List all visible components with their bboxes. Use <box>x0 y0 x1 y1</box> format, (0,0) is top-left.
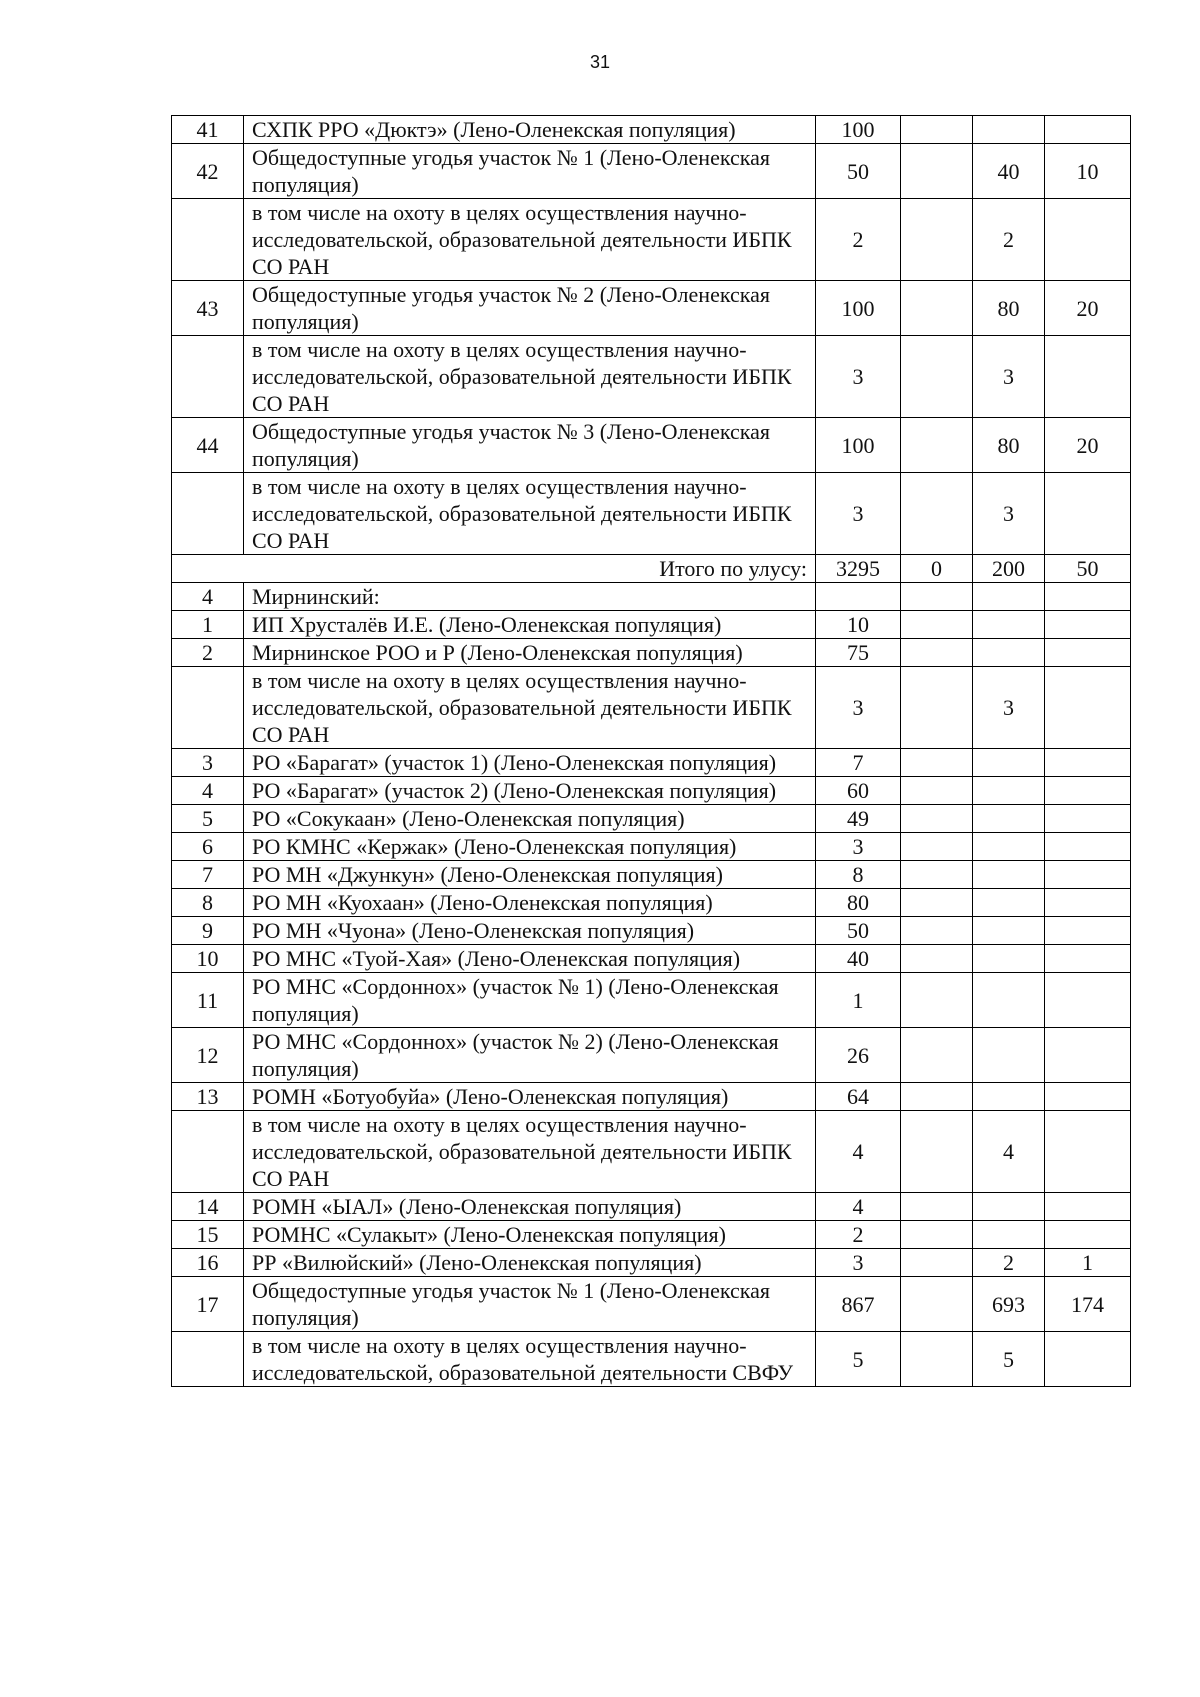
value-cell-v2 <box>901 473 973 555</box>
value-cell-v4: 20 <box>1045 418 1131 473</box>
value-cell-v4 <box>1045 777 1131 805</box>
value-cell-v3: 3 <box>973 667 1045 749</box>
table-row <box>172 1277 1131 1332</box>
table-row <box>172 889 1131 917</box>
page-number: 31 <box>589 52 611 72</box>
total-label-cell: Итого по улусу: <box>172 555 816 583</box>
value-cell-v2 <box>901 116 973 144</box>
value-cell-v2 <box>901 199 973 281</box>
value-cell-v4 <box>1045 973 1131 1028</box>
value-cell-v2 <box>901 281 973 336</box>
value-cell-v4 <box>1045 945 1131 973</box>
value-cell-v3: 2 <box>973 199 1045 281</box>
value-cell-v3: 5 <box>973 1332 1045 1387</box>
value-cell-v2 <box>901 917 973 945</box>
table-row <box>172 583 1131 611</box>
value-cell-v3 <box>973 116 1045 144</box>
value-cell-v3: 40 <box>973 144 1045 199</box>
value-cell-v2 <box>901 833 973 861</box>
value-cell-v3 <box>973 917 1045 945</box>
value-cell-v3 <box>973 805 1045 833</box>
row-number-cell <box>172 1332 244 1387</box>
value-cell-v4 <box>1045 833 1131 861</box>
table-row <box>172 1083 1131 1111</box>
value-cell-v3 <box>973 833 1045 861</box>
value-cell-v2 <box>901 611 973 639</box>
row-name-cell: РОМНС «Сулакыт» (Лено-Оленекская популяция) <box>244 1221 816 1249</box>
row-number-cell: 10 <box>172 945 244 973</box>
table-row <box>172 1221 1131 1249</box>
row-number-cell: 11 <box>172 973 244 1028</box>
value-cell-v2 <box>901 1028 973 1083</box>
value-cell-v4 <box>1045 667 1131 749</box>
value-cell-v3 <box>973 945 1045 973</box>
table-row <box>172 1249 1131 1277</box>
value-cell-v1: 60 <box>816 777 901 805</box>
row-name-cell: в том числе на охоту в целях осуществления научно-исследовательской, образовательной деятельности СВФУ <box>244 1332 816 1387</box>
table-row <box>172 1028 1131 1083</box>
row-number-cell: 7 <box>172 861 244 889</box>
value-cell-v1: 8 <box>816 861 901 889</box>
value-cell-v1: 4 <box>816 1193 901 1221</box>
value-cell-v4 <box>1045 889 1131 917</box>
table-row <box>172 1111 1131 1193</box>
row-number-cell: 41 <box>172 116 244 144</box>
row-number-cell: 4 <box>172 777 244 805</box>
value-cell-v1: 2 <box>816 1221 901 1249</box>
value-cell-v4 <box>1045 611 1131 639</box>
value-cell-v4: 1 <box>1045 1249 1131 1277</box>
row-name-cell: в том числе на охоту в целях осуществления научно-исследовательской, образовательной деятельности ИБПК СО РАН <box>244 1111 816 1193</box>
value-cell-v4 <box>1045 336 1131 418</box>
value-cell-v3 <box>973 973 1045 1028</box>
table-row <box>172 116 1131 144</box>
value-cell-v1: 3295 <box>816 555 901 583</box>
value-cell-v2 <box>901 1249 973 1277</box>
value-cell-v1: 10 <box>816 611 901 639</box>
row-number-cell: 44 <box>172 418 244 473</box>
value-cell-v3: 200 <box>973 555 1045 583</box>
value-cell-v1: 100 <box>816 116 901 144</box>
row-name-cell: СХПК РРО «Дюктэ» (Лено-Оленекская популяция) <box>244 116 816 144</box>
value-cell-v2 <box>901 667 973 749</box>
row-number-cell: 17 <box>172 1277 244 1332</box>
value-cell-v3 <box>973 861 1045 889</box>
table-row <box>172 833 1131 861</box>
value-cell-v3 <box>973 1083 1045 1111</box>
table-row <box>172 639 1131 667</box>
row-name-cell: РО КМНС «Кержак» (Лено-Оленекская популяция) <box>244 833 816 861</box>
value-cell-v2 <box>901 583 973 611</box>
value-cell-v1: 2 <box>816 199 901 281</box>
row-number-cell: 42 <box>172 144 244 199</box>
table-row <box>172 418 1131 473</box>
table-row <box>172 777 1131 805</box>
value-cell-v1 <box>816 583 901 611</box>
value-cell-v1: 49 <box>816 805 901 833</box>
row-number-cell: 8 <box>172 889 244 917</box>
value-cell-v4 <box>1045 917 1131 945</box>
row-name-cell: в том числе на охоту в целях осуществления научно-исследовательской, образовательной деятельности ИБПК СО РАН <box>244 336 816 418</box>
table-row <box>172 199 1131 281</box>
row-number-cell: 13 <box>172 1083 244 1111</box>
row-number-cell <box>172 1111 244 1193</box>
row-name-cell: РОМН «Ботуобуйа» (Лено-Оленекская популяция) <box>244 1083 816 1111</box>
value-cell-v4 <box>1045 1193 1131 1221</box>
value-cell-v1: 7 <box>816 749 901 777</box>
value-cell-v4: 50 <box>1045 555 1131 583</box>
value-cell-v4 <box>1045 639 1131 667</box>
table-row <box>172 1193 1131 1221</box>
row-name-cell: Общедоступные угодья участок № 1 (Лено-Оленекская популяция) <box>244 144 816 199</box>
value-cell-v2 <box>901 1193 973 1221</box>
value-cell-v2: 0 <box>901 555 973 583</box>
row-number-cell: 16 <box>172 1249 244 1277</box>
value-cell-v3: 2 <box>973 1249 1045 1277</box>
row-name-cell: Мирнинское РОО и Р (Лено-Оленекская популяция) <box>244 639 816 667</box>
row-number-cell: 3 <box>172 749 244 777</box>
value-cell-v1: 3 <box>816 667 901 749</box>
value-cell-v4 <box>1045 1332 1131 1387</box>
allocation-table <box>171 115 1131 1387</box>
value-cell-v3 <box>973 611 1045 639</box>
value-cell-v4 <box>1045 1111 1131 1193</box>
table-row <box>172 611 1131 639</box>
table-row <box>172 1332 1131 1387</box>
value-cell-v4 <box>1045 861 1131 889</box>
value-cell-v4 <box>1045 199 1131 281</box>
value-cell-v3: 693 <box>973 1277 1045 1332</box>
value-cell-v1: 3 <box>816 1249 901 1277</box>
table-row <box>172 945 1131 973</box>
value-cell-v2 <box>901 945 973 973</box>
value-cell-v2 <box>901 1221 973 1249</box>
value-cell-v3: 80 <box>973 418 1045 473</box>
value-cell-v2 <box>901 1332 973 1387</box>
value-cell-v2 <box>901 336 973 418</box>
table-body <box>172 116 1131 1387</box>
value-cell-v2 <box>901 749 973 777</box>
value-cell-v3: 3 <box>973 336 1045 418</box>
value-cell-v1: 3 <box>816 473 901 555</box>
row-name-cell: РО «Сокукаан» (Лено-Оленекская популяция) <box>244 805 816 833</box>
value-cell-v1: 50 <box>816 144 901 199</box>
table-row <box>172 144 1131 199</box>
value-cell-v1: 4 <box>816 1111 901 1193</box>
value-cell-v2 <box>901 144 973 199</box>
value-cell-v1: 75 <box>816 639 901 667</box>
value-cell-v1: 40 <box>816 945 901 973</box>
row-number-cell: 12 <box>172 1028 244 1083</box>
value-cell-v2 <box>901 1083 973 1111</box>
value-cell-v1: 80 <box>816 889 901 917</box>
row-name-cell: РО МН «Чуона» (Лено-Оленекская популяция) <box>244 917 816 945</box>
value-cell-v2 <box>901 1277 973 1332</box>
row-number-cell <box>172 473 244 555</box>
value-cell-v4: 20 <box>1045 281 1131 336</box>
table-row <box>172 973 1131 1028</box>
row-name-cell: РО МН «Джункун» (Лено-Оленекская популяция) <box>244 861 816 889</box>
row-name-cell: РО МНС «Сордоннох» (участок № 1) (Лено-Оленекская популяция) <box>244 973 816 1028</box>
row-name-cell: РО МНС «Сордоннох» (участок № 2) (Лено-Оленекская популяция) <box>244 1028 816 1083</box>
value-cell-v2 <box>901 805 973 833</box>
row-name-cell: РР «Вилюйский» (Лено-Оленекская популяция) <box>244 1249 816 1277</box>
value-cell-v1: 100 <box>816 281 901 336</box>
row-name-cell: РО «Барагат» (участок 2) (Лено-Оленекская популяция) <box>244 777 816 805</box>
value-cell-v3 <box>973 889 1045 917</box>
value-cell-v4 <box>1045 805 1131 833</box>
row-name-cell: РОМН «ЫАЛ» (Лено-Оленекская популяция) <box>244 1193 816 1221</box>
value-cell-v1: 3 <box>816 336 901 418</box>
row-name-cell: РО МН «Куохаан» (Лено-Оленекская популяция) <box>244 889 816 917</box>
value-cell-v3 <box>973 583 1045 611</box>
row-number-cell: 14 <box>172 1193 244 1221</box>
value-cell-v2 <box>901 418 973 473</box>
value-cell-v2 <box>901 973 973 1028</box>
row-name-cell: РО «Барагат» (участок 1) (Лено-Оленекская популяция) <box>244 749 816 777</box>
value-cell-v1: 64 <box>816 1083 901 1111</box>
row-number-cell: 4 <box>172 583 244 611</box>
value-cell-v3: 4 <box>973 1111 1045 1193</box>
row-number-cell <box>172 336 244 418</box>
row-number-cell: 9 <box>172 917 244 945</box>
value-cell-v2 <box>901 889 973 917</box>
row-name-cell: в том числе на охоту в целях осуществления научно-исследовательской, образовательной деятельности ИБПК СО РАН <box>244 199 816 281</box>
value-cell-v2 <box>901 777 973 805</box>
row-name-cell: Общедоступные угодья участок № 3 (Лено-Оленекская популяция) <box>244 418 816 473</box>
table-row <box>172 667 1131 749</box>
table-row <box>172 861 1131 889</box>
value-cell-v1: 867 <box>816 1277 901 1332</box>
table-row <box>172 917 1131 945</box>
value-cell-v4 <box>1045 116 1131 144</box>
value-cell-v3 <box>973 1028 1045 1083</box>
row-name-cell: Общедоступные угодья участок № 2 (Лено-Оленекская популяция) <box>244 281 816 336</box>
value-cell-v4 <box>1045 749 1131 777</box>
row-name-cell: ИП Хрусталёв И.Е. (Лено-Оленекская популяция) <box>244 611 816 639</box>
value-cell-v4 <box>1045 1083 1131 1111</box>
value-cell-v2 <box>901 1111 973 1193</box>
value-cell-v1: 3 <box>816 833 901 861</box>
value-cell-v4 <box>1045 583 1131 611</box>
value-cell-v3 <box>973 639 1045 667</box>
value-cell-v3 <box>973 777 1045 805</box>
row-number-cell <box>172 199 244 281</box>
row-name-cell: в том числе на охоту в целях осуществления научно-исследовательской, образовательной деятельности ИБПК СО РАН <box>244 473 816 555</box>
table-row <box>172 336 1131 418</box>
value-cell-v2 <box>901 861 973 889</box>
row-name-cell: РО МНС «Туой-Хая» (Лено-Оленекская популяция) <box>244 945 816 973</box>
table-row <box>172 805 1131 833</box>
row-number-cell: 6 <box>172 833 244 861</box>
value-cell-v4: 174 <box>1045 1277 1131 1332</box>
value-cell-v1: 5 <box>816 1332 901 1387</box>
row-number-cell: 15 <box>172 1221 244 1249</box>
row-number-cell: 5 <box>172 805 244 833</box>
value-cell-v2 <box>901 639 973 667</box>
value-cell-v1: 1 <box>816 973 901 1028</box>
value-cell-v1: 26 <box>816 1028 901 1083</box>
row-name-cell: Мирнинский: <box>244 583 816 611</box>
value-cell-v4 <box>1045 1028 1131 1083</box>
row-number-cell: 1 <box>172 611 244 639</box>
value-cell-v4 <box>1045 1221 1131 1249</box>
row-number-cell: 43 <box>172 281 244 336</box>
value-cell-v1: 50 <box>816 917 901 945</box>
value-cell-v3: 3 <box>973 473 1045 555</box>
value-cell-v4 <box>1045 473 1131 555</box>
value-cell-v3 <box>973 1221 1045 1249</box>
value-cell-v3 <box>973 1193 1045 1221</box>
value-cell-v4: 10 <box>1045 144 1131 199</box>
table-row <box>172 473 1131 555</box>
value-cell-v3 <box>973 749 1045 777</box>
value-cell-v1: 100 <box>816 418 901 473</box>
total-row <box>172 555 1131 583</box>
table-row <box>172 281 1131 336</box>
row-name-cell: Общедоступные угодья участок № 1 (Лено-Оленекская популяция) <box>244 1277 816 1332</box>
row-name-cell: в том числе на охоту в целях осуществления научно-исследовательской, образовательной деятельности ИБПК СО РАН <box>244 667 816 749</box>
row-number-cell: 2 <box>172 639 244 667</box>
row-number-cell <box>172 667 244 749</box>
table-row <box>172 749 1131 777</box>
value-cell-v3: 80 <box>973 281 1045 336</box>
